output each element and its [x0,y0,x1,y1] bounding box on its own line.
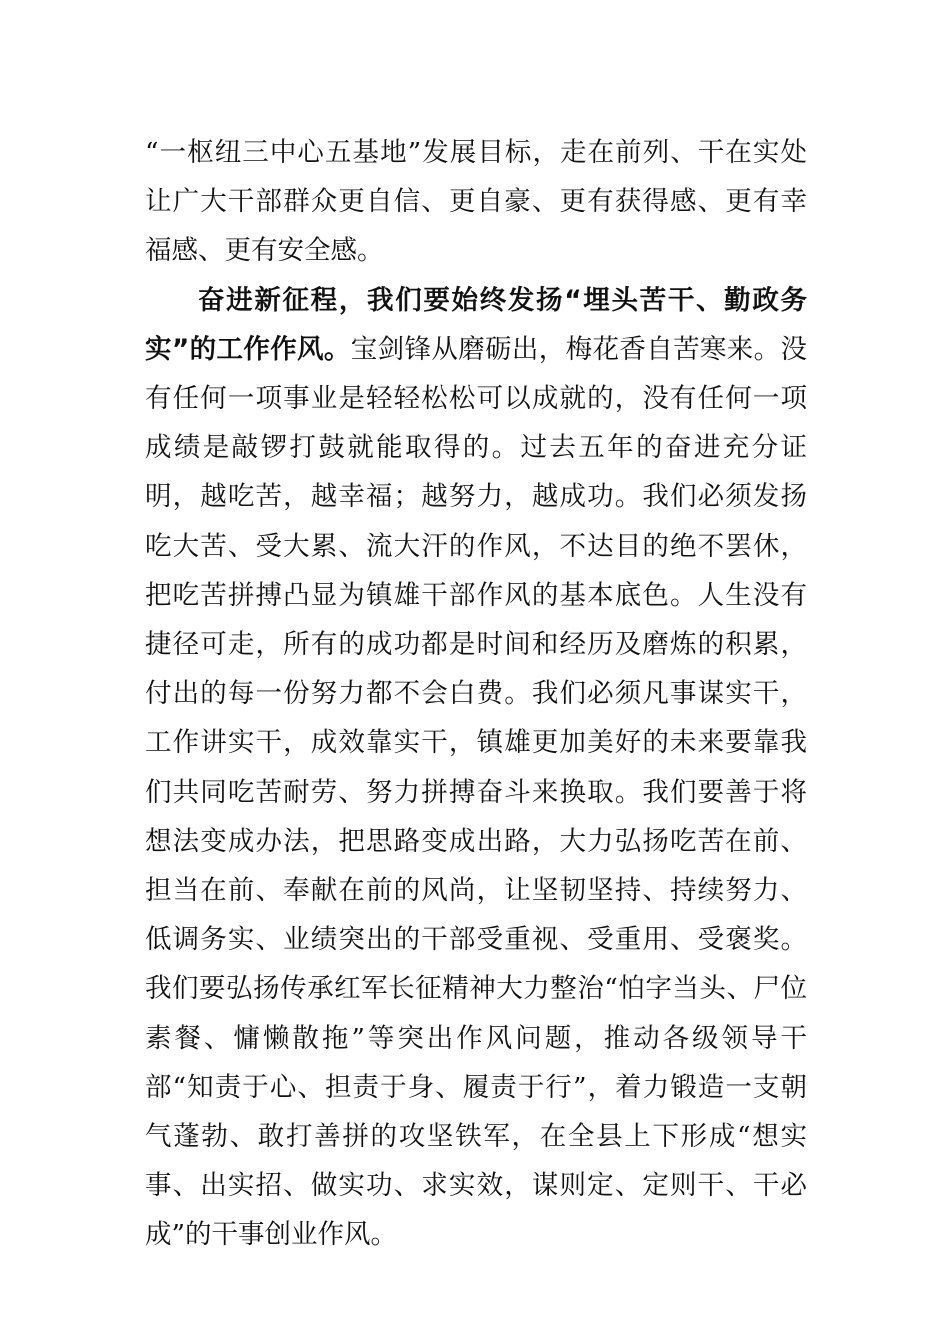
paragraph-continuation [145,128,807,276]
paragraph-text: 宝剑锋从磨砺出，梅花香自苦寒来。没有任何一项事业是轻轻松松可以成就的，没有任何一项成绩是敲锣打鼓就能取得的。过去五年的奋进充分证明，越吃苦，越幸福；越努力，越成功。我们必须发扬吃大苦、受大累、流大汗的作风，不达目的绝不罢休，把吃苦拼搏凸显为镇雄干部作风的基本底色。人生没有捷径可走，所有的成功都是时间和经历及磨炼的积累，付出的每一份努力都不会白费。我们必须凡事谋实干，工作讲实干，成效靠实干，镇雄更加美好的未来要靠我们共同吃苦耐劳、努力拼搏奋斗来换取。我们要善于将想法变成办法，把思路变成出路，大力弘扬吃苦在前、担当在前、奉献在前的风尚，让坚韧坚持、持续努力、低调务实、业绩突出的干部受重视、受重用、受褒奖。我们要弘扬传承红军长征精神大力整治“怕字当头、尸位素餐、慵懒散拖”等突出作风问题，推动各级领导干部“知责于心、担责于身、履责于行”，着力锻造一支朝气蓬勃、敢打善拼的攻坚铁军，在全县上下形成“想实事、出实招、做实功、求实效，谋则定、定则干、干必成”的干事创业作风。 [145,333,807,1251]
document-body [145,128,807,1260]
paragraph-work-style [145,276,807,1260]
paragraph-lead-heading: 奋进新征程，我们要始终发扬“埋头苦干、勤政务实”的工作作风。 [145,284,807,365]
paragraph-text: “一枢纽三中心五基地”发展目标，走在前列、干在实处让广大干部群众更自信、更自豪、更有获得感、更有幸福感、更有安全感。 [145,137,807,267]
